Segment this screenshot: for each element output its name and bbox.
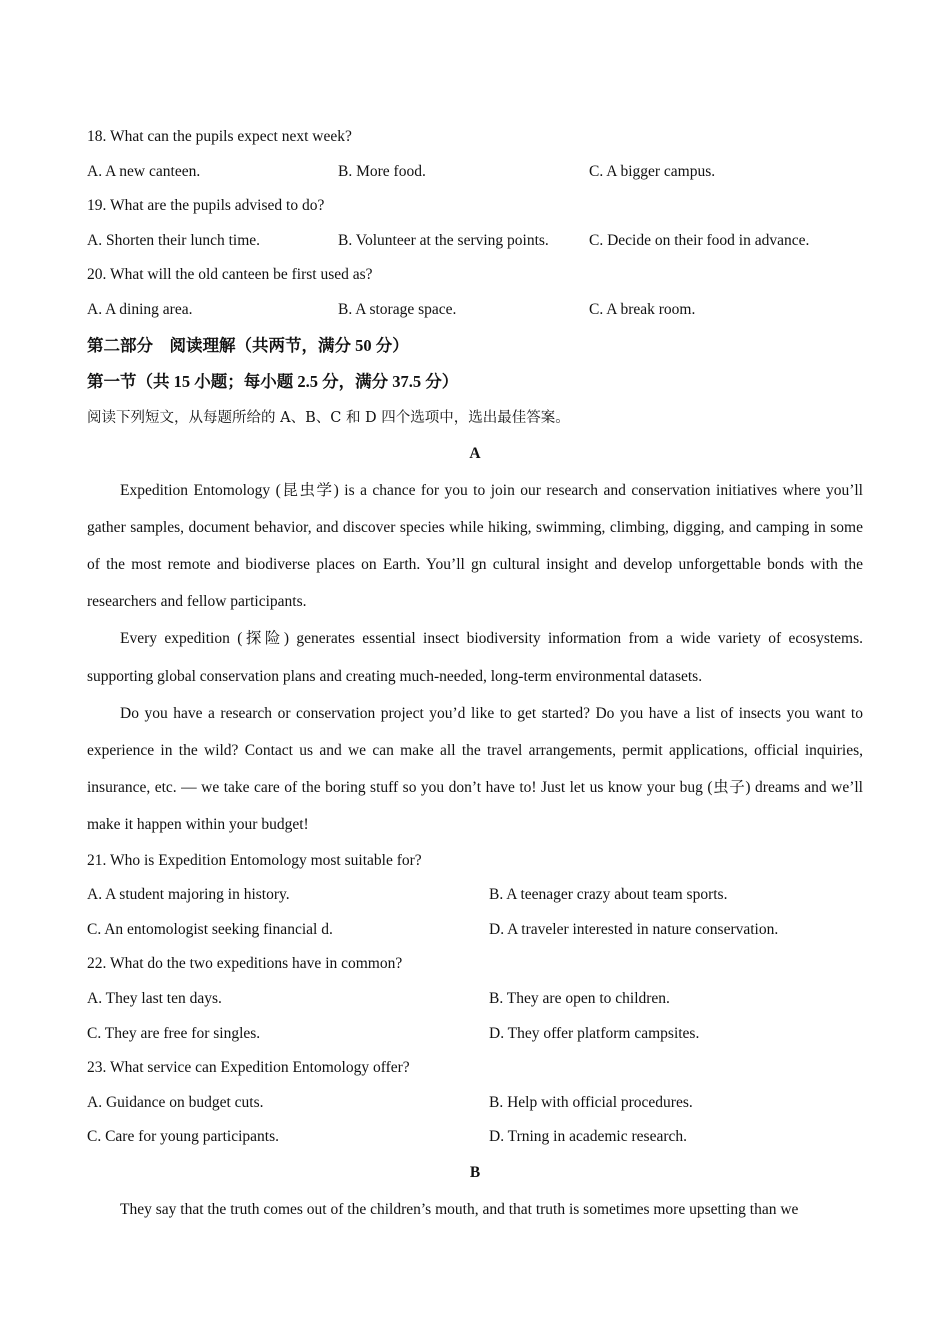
option-c: C. A break room. — [589, 300, 696, 318]
instructions: 阅读下列短文，从每题所给的 A、B、C 和 D 四个选项中，选出最佳答案。 — [87, 409, 570, 426]
option-b: B. They are open to children. — [489, 989, 670, 1007]
question-20-options — [87, 293, 863, 328]
question-22: 22. What do the two expeditions have in common? — [87, 955, 403, 973]
option-d: D. A traveler interested in nature conservation. — [489, 920, 779, 938]
passage-a-paragraph-2: Every expedition (探险) generates essential insect biodiversity information from a wide variety of ecosystems. supporting global conservation plans and creating much-needed, long-term environmental datasets. — [87, 630, 863, 685]
exam-page — [87, 120, 863, 1228]
question-23-options-row-1 — [87, 1086, 863, 1121]
option-b: B. Help with official procedures. — [489, 1093, 693, 1111]
passage-a-paragraph-3: Do you have a research or conservation project you’d like to get started? Do you have a list of insects you want to experience in the wild? Contact us and we can make all the travel arrangements, permit applications, official inquiries, insurance, etc. — we take care of the boring stuff so you don’t have to! Just let us know your bug (虫子) dreams and we’ll make it happen within your budget! — [87, 704, 863, 834]
question-21: 21. Who is Expedition Entomology most suitable for? — [87, 851, 422, 869]
option-c: C. They are free for singles. — [87, 1024, 261, 1042]
question-21-options-row-1 — [87, 878, 863, 913]
question-23-options-row-2 — [87, 1120, 863, 1155]
option-a: A. A dining area. — [87, 300, 193, 318]
option-b: B. A teenager crazy about team sports. — [489, 886, 728, 904]
option-a: A. They last ten days. — [87, 989, 222, 1007]
option-c: C. Care for young participants. — [87, 1128, 279, 1146]
option-b: B. Volunteer at the serving points. — [338, 231, 549, 249]
question-19: 19. What are the pupils advised to do? — [87, 197, 325, 215]
passage-a-label: A — [469, 444, 481, 462]
option-a: A. A student majoring in history. — [87, 886, 290, 904]
option-a: A. A new canteen. — [87, 162, 201, 180]
question-23: 23. What service can Expedition Entomology offer? — [87, 1059, 410, 1077]
option-a: A. Guidance on budget cuts. — [87, 1093, 264, 1111]
option-c: C. A bigger campus. — [589, 162, 716, 180]
option-b: B. More food. — [338, 162, 426, 180]
question-22-options-row-2 — [87, 1017, 863, 1052]
option-c: C. An entomologist seeking financial d. — [87, 920, 333, 938]
question-21-options-row-2 — [87, 913, 863, 948]
question-18: 18. What can the pupils expect next week? — [87, 128, 352, 145]
question-22-options-row-1 — [87, 982, 863, 1017]
option-d: D. They offer platform campsites. — [489, 1024, 700, 1042]
part-heading: 第二部分 阅读理解（共两节，满分 50 分） — [87, 335, 409, 355]
option-a: A. Shorten their lunch time. — [87, 231, 261, 249]
section-heading: 第一节（共 15 小题；每小题 2.5 分，满分 37.5 分） — [87, 371, 459, 391]
passage-b-first-line: They say that the truth comes out of the children’s mouth, and that truth is sometimes more upsetting than we — [120, 1200, 799, 1218]
question-19-options — [87, 224, 863, 259]
passage-b-label: B — [469, 1163, 481, 1181]
passage-a-paragraph-1: Expedition Entomology (昆虫学) is a chance for you to join our research and conservation initiatives where you’ll gather samples, document behavior, and discover species while hiking, swimming, climbing, digging, and camping in some of the most remote and biodiverse places on Earth. You’ll gn cultural insight and develop unforgettable bonds with the researchers and fellow participants. — [87, 481, 863, 611]
option-b: B. A storage space. — [338, 300, 457, 318]
option-d: D. Trning in academic research. — [489, 1128, 687, 1146]
question-18-options — [87, 155, 863, 190]
option-c: C. Decide on their food in advance. — [589, 231, 810, 249]
question-20: 20. What will the old canteen be first used as? — [87, 266, 373, 284]
